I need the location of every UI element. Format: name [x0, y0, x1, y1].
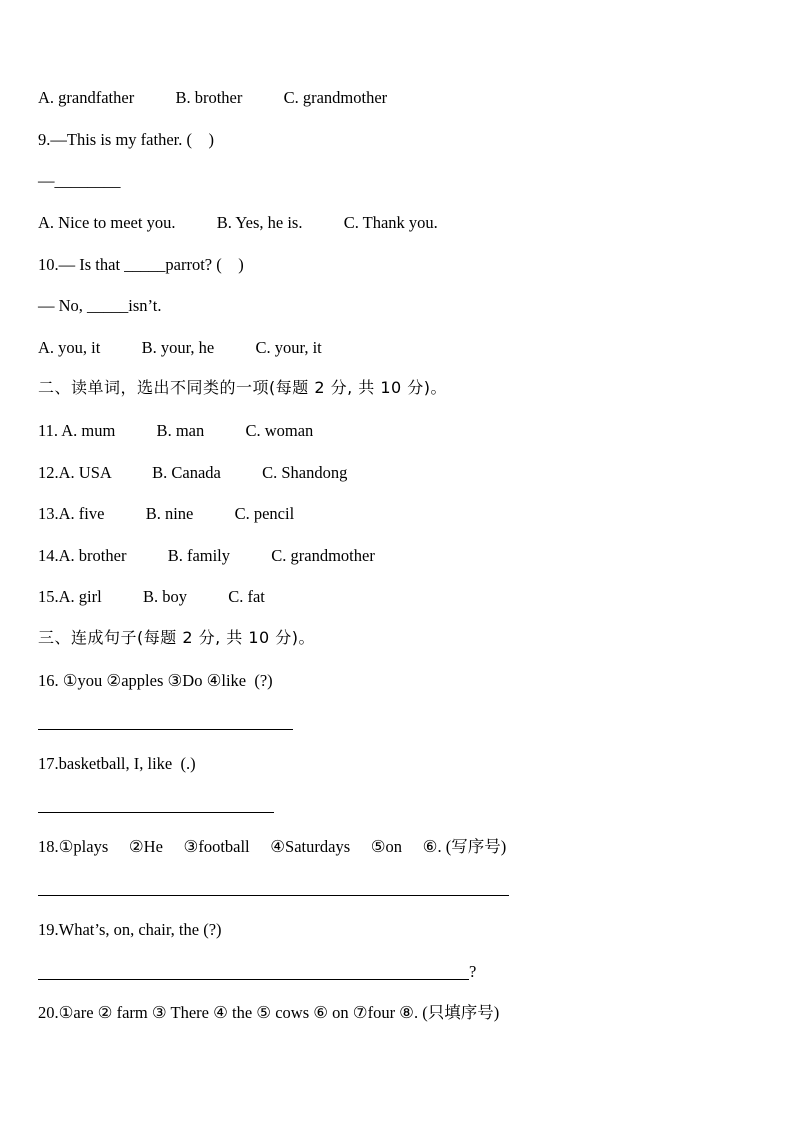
q18-answer-line[interactable]	[38, 895, 509, 896]
q9-options: A. Nice to meet you. B. Yes, he is. C. Thank you.	[38, 213, 438, 232]
q20: 20.①are ② farm ③ There ④ the ⑤ cows ⑥ on ⑦four ⑧. (只填序号)	[38, 1003, 500, 1022]
section-3-heading: 三、连成句子(每题 2 分, 共 10 分)。	[38, 628, 316, 647]
q18: 18.①plays ②He ③football ④Saturdays ⑤on ⑥. (写序号)	[38, 837, 507, 856]
q10-response: — No, _____isn’t.	[38, 296, 162, 315]
q15: 15.A. girl B. boy C. fat	[38, 587, 265, 606]
q9-response: —________	[38, 171, 121, 190]
q16-answer-line[interactable]	[38, 729, 293, 730]
q10-options: A. you, it B. your, he C. your, it	[38, 338, 322, 357]
q8-options: A. grandfather B. brother C. grandmother	[38, 88, 388, 107]
q19-answer-line[interactable]	[38, 979, 469, 980]
q19: 19.What’s, on, chair, the (?)	[38, 920, 222, 939]
section-2-heading: 二、读单词，选出不同类的一项(每题 2 分, 共 10 分)。	[38, 378, 448, 397]
q19-question-mark: ?	[469, 962, 477, 981]
q17: 17.basketball, I, like (.)	[38, 754, 196, 773]
q9-question: 9.—This is my father. ( )	[38, 130, 214, 149]
q11: 11. A. mum B. man C. woman	[38, 421, 314, 440]
q10-question: 10.— Is that _____parrot? ( )	[38, 255, 244, 274]
q14: 14.A. brother B. family C. grandmother	[38, 546, 375, 565]
q12: 12.A. USA B. Canada C. Shandong	[38, 463, 348, 482]
q13: 13.A. five B. nine C. pencil	[38, 504, 295, 523]
q17-answer-line[interactable]	[38, 812, 274, 813]
q16: 16. ①you ②apples ③Do ④like (?)	[38, 671, 273, 690]
